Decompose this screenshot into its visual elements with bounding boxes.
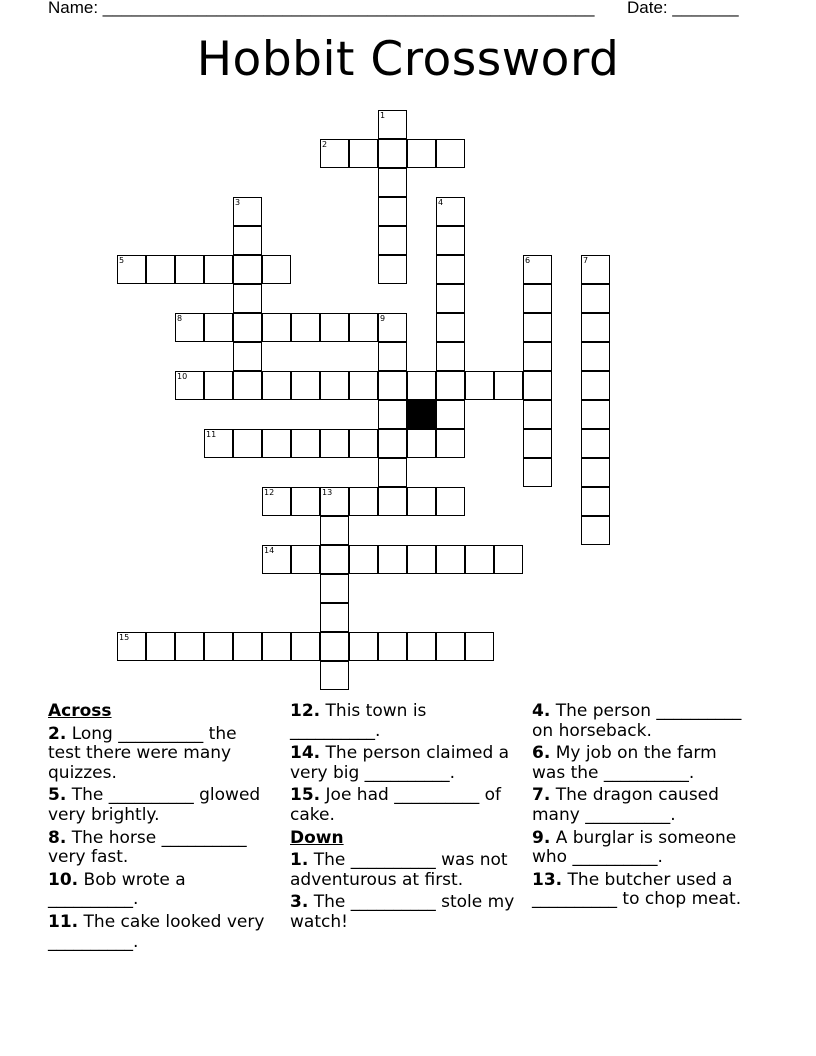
- grid-cell[interactable]: [320, 661, 349, 690]
- clue-text: Long __________ the test there were many quizzes.: [48, 723, 237, 783]
- clue-text: The __________ was not adventurous at first.: [290, 850, 508, 890]
- grid-cell[interactable]: [407, 371, 436, 400]
- grid-cell[interactable]: [204, 313, 233, 342]
- grid-cell[interactable]: [320, 516, 349, 545]
- grid-cell[interactable]: [146, 255, 175, 284]
- clue-item: [290, 893, 515, 932]
- grid-cell[interactable]: [291, 313, 320, 342]
- grid-cell[interactable]: [204, 632, 233, 661]
- grid-cell[interactable]: [523, 284, 552, 313]
- cell-number: 11: [206, 430, 217, 439]
- grid-cell[interactable]: [436, 197, 465, 226]
- grid-cell[interactable]: [523, 371, 552, 400]
- grid-cell[interactable]: [465, 632, 494, 661]
- clue-text: The dragon caused many __________.: [532, 785, 719, 825]
- across-heading: Across: [48, 701, 112, 721]
- cell-number: 6: [525, 256, 531, 265]
- grid-cell[interactable]: [233, 226, 262, 255]
- clue-number: 14.: [290, 743, 321, 764]
- grid-cell[interactable]: [436, 284, 465, 313]
- clue-item: [48, 786, 268, 825]
- clue-text: A burglar is someone who __________.: [532, 827, 737, 868]
- grid-cell[interactable]: [233, 429, 262, 458]
- clue-number: 2.: [48, 723, 67, 744]
- clue-number: 7.: [532, 785, 551, 806]
- clues-column-1: [48, 702, 268, 955]
- grid-cell[interactable]: [262, 313, 291, 342]
- grid-cell[interactable]: [523, 313, 552, 342]
- clue-text: The horse __________ very fast.: [48, 827, 247, 868]
- grid-cell[interactable]: [204, 429, 233, 458]
- clue-number: 5.: [48, 785, 67, 806]
- clue-text: The __________ stole my watch!: [290, 892, 515, 932]
- clue-number: 15.: [290, 785, 321, 806]
- grid-cell[interactable]: [378, 487, 407, 516]
- grid-cell[interactable]: [233, 284, 262, 313]
- grid-cell[interactable]: [262, 487, 291, 516]
- grid-cell[interactable]: [233, 313, 262, 342]
- grid-cell[interactable]: [581, 371, 610, 400]
- clue-number: 8.: [48, 827, 67, 848]
- grid-cell[interactable]: [320, 545, 349, 574]
- grid-cell[interactable]: [581, 516, 610, 545]
- grid-cell[interactable]: [378, 632, 407, 661]
- grid-cell[interactable]: [146, 632, 175, 661]
- grid-cell[interactable]: [262, 255, 291, 284]
- grid-cell[interactable]: [378, 429, 407, 458]
- grid-cell[interactable]: [320, 429, 349, 458]
- clue-item: [48, 913, 268, 952]
- clue-number: 4.: [532, 701, 551, 721]
- cell-number: 7: [583, 256, 589, 265]
- down-clue-list-continued: [532, 702, 747, 910]
- grid-cell[interactable]: [233, 255, 262, 284]
- cell-number: 2: [322, 140, 328, 149]
- cell-number: 14: [264, 546, 275, 555]
- grid-cell[interactable]: [204, 255, 233, 284]
- grid-cell[interactable]: [378, 400, 407, 429]
- across-clue-list: [48, 725, 268, 953]
- black-grid-cell: [407, 400, 436, 429]
- grid-cell[interactable]: [291, 545, 320, 574]
- cell-number: 8: [177, 314, 183, 323]
- grid-cell[interactable]: [320, 313, 349, 342]
- grid-cell[interactable]: [320, 139, 349, 168]
- grid-cell[interactable]: [175, 313, 204, 342]
- grid-cell[interactable]: [233, 197, 262, 226]
- grid-cell[interactable]: [349, 139, 378, 168]
- grid-cell[interactable]: [407, 545, 436, 574]
- grid-cell[interactable]: [349, 632, 378, 661]
- grid-cell[interactable]: [581, 487, 610, 516]
- clue-item: [532, 829, 747, 868]
- grid-cell[interactable]: [436, 255, 465, 284]
- grid-cell[interactable]: [436, 226, 465, 255]
- grid-cell[interactable]: [407, 487, 436, 516]
- grid-cell[interactable]: [378, 226, 407, 255]
- clue-item: [48, 725, 268, 784]
- grid-cell[interactable]: [378, 342, 407, 371]
- grid-cell[interactable]: [378, 168, 407, 197]
- grid-cell[interactable]: [262, 545, 291, 574]
- grid-cell[interactable]: [378, 545, 407, 574]
- clue-number: 1.: [290, 850, 309, 871]
- grid-cell[interactable]: [291, 429, 320, 458]
- grid-cell[interactable]: [436, 632, 465, 661]
- clue-item: [532, 702, 747, 741]
- cell-number: 5: [119, 256, 125, 265]
- name-field-label: Name: ____________________________________________________: [48, 0, 595, 17]
- clue-item: [290, 702, 515, 741]
- clue-number: 13.: [532, 869, 563, 890]
- grid-cell[interactable]: [175, 371, 204, 400]
- down-clue-list: [290, 851, 515, 932]
- cell-number: 3: [235, 198, 241, 207]
- grid-cell[interactable]: [349, 545, 378, 574]
- grid-cell[interactable]: [378, 255, 407, 284]
- grid-cell[interactable]: [436, 487, 465, 516]
- grid-cell[interactable]: [523, 255, 552, 284]
- grid-cell[interactable]: [378, 139, 407, 168]
- grid-cell[interactable]: [117, 255, 146, 284]
- grid-cell[interactable]: [117, 632, 146, 661]
- grid-cell[interactable]: [349, 371, 378, 400]
- grid-cell[interactable]: [436, 545, 465, 574]
- grid-cell[interactable]: [378, 197, 407, 226]
- clue-text: The butcher used a __________ to chop meat.: [532, 869, 742, 910]
- grid-cell[interactable]: [465, 371, 494, 400]
- clues-column-2: [290, 702, 515, 936]
- grid-cell[interactable]: [436, 371, 465, 400]
- cell-number: 13: [322, 488, 333, 497]
- grid-cell[interactable]: [581, 284, 610, 313]
- clue-item: [48, 871, 268, 910]
- grid-cell[interactable]: [494, 371, 523, 400]
- clue-item: [290, 786, 515, 825]
- grid-cell[interactable]: [436, 139, 465, 168]
- clue-text: The person __________ on horseback.: [532, 701, 742, 741]
- clue-item: [48, 829, 268, 868]
- cell-number: 12: [264, 488, 275, 497]
- clue-text: The __________ glowed very brightly.: [48, 785, 261, 825]
- cell-number: 4: [438, 198, 444, 207]
- grid-cell[interactable]: [407, 429, 436, 458]
- grid-cell[interactable]: [581, 429, 610, 458]
- clue-text: The cake looked very __________.: [48, 911, 265, 952]
- grid-cell[interactable]: [523, 458, 552, 487]
- grid-cell[interactable]: [204, 371, 233, 400]
- page-title: Hobbit Crossword: [196, 32, 620, 87]
- cell-number: 9: [380, 314, 386, 323]
- cell-number: 15: [119, 633, 130, 642]
- clue-text: Bob wrote a __________.: [48, 869, 186, 910]
- grid-cell[interactable]: [262, 371, 291, 400]
- grid-cell[interactable]: [291, 487, 320, 516]
- grid-cell[interactable]: [349, 313, 378, 342]
- grid-cell[interactable]: [581, 313, 610, 342]
- grid-cell[interactable]: [378, 371, 407, 400]
- grid-cell[interactable]: [175, 632, 204, 661]
- grid-cell[interactable]: [320, 574, 349, 603]
- grid-cell[interactable]: [378, 313, 407, 342]
- clue-number: 3.: [290, 892, 309, 913]
- grid-cell[interactable]: [291, 371, 320, 400]
- grid-cell[interactable]: [320, 487, 349, 516]
- grid-cell[interactable]: [407, 632, 436, 661]
- grid-cell[interactable]: [407, 139, 436, 168]
- clue-text: My job on the farm was the __________.: [532, 743, 717, 783]
- grid-cell[interactable]: [378, 458, 407, 487]
- grid-cell[interactable]: [494, 545, 523, 574]
- grid-cell[interactable]: [436, 400, 465, 429]
- grid-cell[interactable]: [262, 429, 291, 458]
- clue-item: [532, 744, 747, 783]
- clue-item: [532, 871, 747, 910]
- clue-item: [532, 786, 747, 825]
- grid-cell[interactable]: [465, 545, 494, 574]
- clue-item: [290, 744, 515, 783]
- grid-cell[interactable]: [233, 342, 262, 371]
- down-heading: Down: [290, 827, 344, 848]
- date-field-label: Date: _______: [627, 0, 739, 17]
- grid-cell[interactable]: [523, 400, 552, 429]
- grid-cell[interactable]: [349, 429, 378, 458]
- grid-cell[interactable]: [262, 632, 291, 661]
- grid-cell[interactable]: [581, 255, 610, 284]
- grid-cell[interactable]: [436, 313, 465, 342]
- clue-number: 11.: [48, 911, 79, 932]
- grid-cell[interactable]: [436, 429, 465, 458]
- grid-cell[interactable]: [291, 632, 320, 661]
- clue-text: Joe had __________ of cake.: [290, 785, 501, 825]
- grid-cell[interactable]: [320, 632, 349, 661]
- grid-cell[interactable]: [233, 371, 262, 400]
- cell-number: 1: [380, 111, 386, 120]
- grid-cell[interactable]: [581, 458, 610, 487]
- clue-number: 6.: [532, 743, 551, 764]
- grid-cell[interactable]: [523, 429, 552, 458]
- grid-cell[interactable]: [175, 255, 204, 284]
- clue-number: 12.: [290, 701, 321, 721]
- clues-column-3: [532, 702, 747, 913]
- grid-cell[interactable]: [320, 603, 349, 632]
- across-clue-list-continued: [290, 702, 515, 826]
- grid-cell[interactable]: [523, 342, 552, 371]
- clue-number: 10.: [48, 869, 79, 890]
- clue-number: 9.: [532, 827, 551, 848]
- grid-cell[interactable]: [320, 371, 349, 400]
- grid-cell[interactable]: [581, 342, 610, 371]
- grid-cell[interactable]: [581, 400, 610, 429]
- grid-cell[interactable]: [378, 110, 407, 139]
- clue-item: [290, 851, 515, 890]
- cell-number: 10: [177, 372, 188, 381]
- grid-cell[interactable]: [436, 342, 465, 371]
- grid-cell[interactable]: [233, 632, 262, 661]
- clue-text: This town is __________.: [290, 701, 427, 741]
- clue-text: The person claimed a very big __________.: [290, 743, 510, 783]
- grid-cell[interactable]: [349, 487, 378, 516]
